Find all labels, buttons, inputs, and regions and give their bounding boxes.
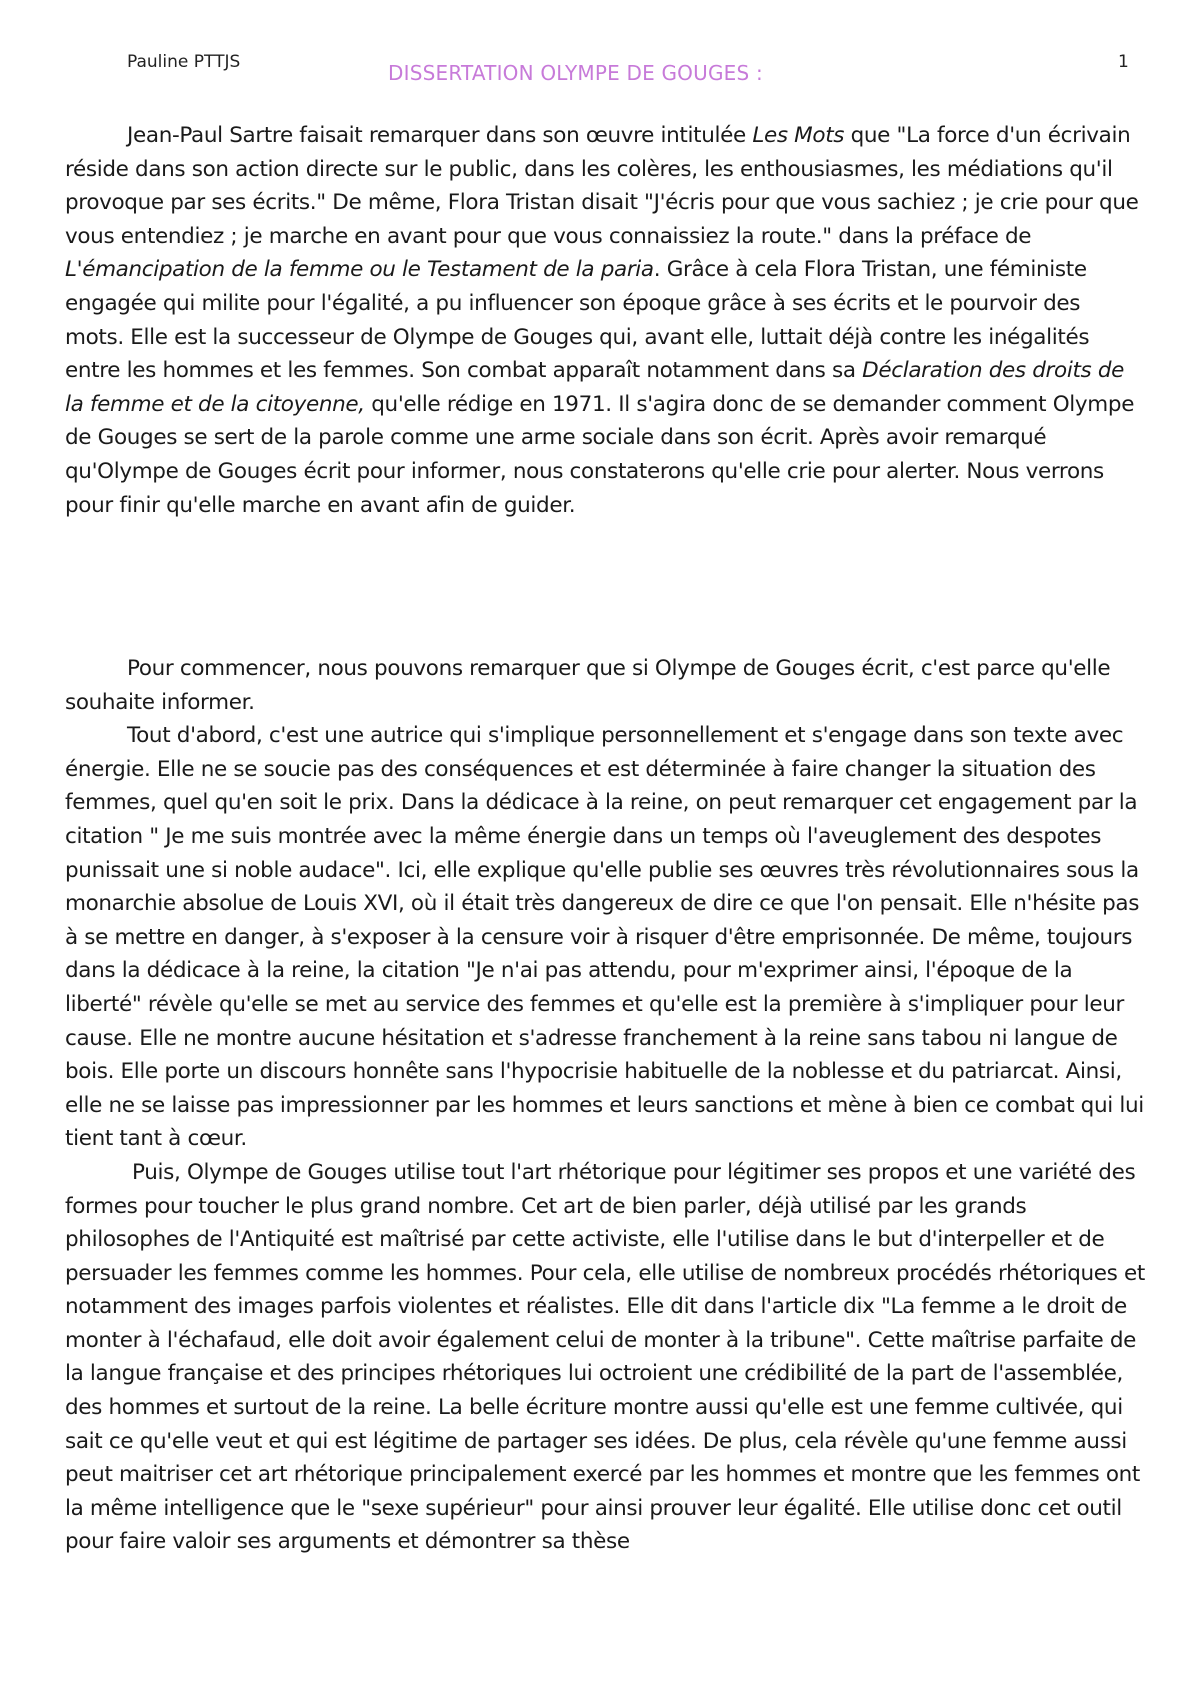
- introduction-paragraph: [65, 119, 1145, 522]
- intro-text-3: . Grâce à cela Flora Tristan, une féministe engagée qui milite pour l'égalité, a pu influencer son époque grâce à ses écrits et le pourvoir des mots. Elle est la successeur de Olympe de Gouges qui, avant elle, luttait déjà contre les inégalités entre les hommes et les femmes. Son combat apparaît notamment dans sa: [65, 257, 1090, 384]
- intro-work-title-declaration: Déclaration des droits de la femme et de la citoyenne,: [65, 358, 1125, 417]
- first-part-section: [65, 652, 1145, 1559]
- rhetoric-paragraph: Puis, Olympe de Gouges utilise tout l'art rhétorique pour légitimer ses propos et une variété des formes pour toucher le plus grand nombre. Cet art de bien parler, déjà utilisé par les grands philosophes de l'Antiquité est maîtrisé par cette activiste, elle l'utilise dans le but d'interpeller et de persuader les femmes comme les hommes. Pour cela, elle utilise de nombreux procédés rhétoriques et notamment des images parfois violentes et réalistes. Elle dit dans l'article dix "La femme a le droit de monter à l'échafaud, elle doit avoir également celui de monter à la tribune". Cette maîtrise parfaite de la langue française et des principes rhétoriques lui octroient une crédibilité de la part de l'assemblée, des hommes et surtout de la reine. La belle écriture montre aussi qu'elle est une femme cultivée, qui sait ce qu'elle veut et qui est légitime de partager ses idées. De plus, cela révèle qu'une femme aussi peut maitriser cet art rhétorique principalement exercé par les hommes et montre que les femmes ont la même intelligence que le "sexe supérieur" pour ainsi prouver leur égalité. Elle utilise donc cet outil pour faire valoir ses arguments et démontrer sa thèse: [65, 1159, 1145, 1555]
- intro-text-2: que "La force d'un écrivain réside dans son action directe sur le public, dans les colères, les enthousiasmes, les médiations qu'il provoque par ses écrits." De même, Flora Tristan disait "J'écris pour que vous sachiez ; je crie pour que vous entendiez ; je marche en avant pour que vous connaissiez la route." dans la préface de: [65, 123, 1139, 249]
- engagement-paragraph: Tout d'abord, c'est une autrice qui s'implique personnellement et s'engage dans son texte avec énergie. Elle ne se soucie pas des conséquences et est déterminée à faire changer la situation des femmes, quel qu'en soit le prix. Dans la dédicace à la reine, on peut remarquer cet engagement par la citation " Je me suis montrée avec la même énergie dans un temps où l'aveuglement des despotes punissait une si noble audace". Ici, elle explique qu'elle publie ses œuvres très révolutionnaires sous la monarchie absolue de Louis XVI, où il était très dangereux de dire ce que l'on pensait. Elle n'hésite pas à se mettre en danger, à s'exposer à la censure voir à risquer d'être emprisonnée. De même, toujours dans la dédicace à la reine, la citation "Je n'ai pas attendu, pour m'exprimer ainsi, l'époque de la liberté" révèle qu'elle se met au service des femmes et qu'elle est la première à s'impliquer pour leur cause. Elle ne montre aucune hésitation et s'adresse franchement à la reine sans tabou ni langue de bois. Elle porte un discours honnête sans l'hypocrisie habituelle de la noblesse et du patriarcat. Ainsi, elle ne se laisse pas impressionner par les hommes et leurs sanctions et mène à bien ce combat qui lui tient tant à cœur.: [65, 723, 1144, 1152]
- page-number: 1: [1118, 52, 1129, 72]
- intro-text-1: Jean-Paul Sartre faisait remarquer dans son œuvre intitulée: [127, 123, 753, 148]
- author-name: Pauline PTTJS: [127, 52, 241, 72]
- part-intro-paragraph: Pour commencer, nous pouvons remarquer que si Olympe de Gouges écrit, c'est parce qu'elle souhaite informer.: [65, 656, 1111, 715]
- introduction-section: [65, 119, 1145, 522]
- intro-text-4: qu'elle rédige en 1971. Il s'agira donc de se demander comment Olympe de Gouges se sert de la parole comme une arme sociale dans son écrit. Après avoir remarqué qu'Olympe de Gouges écrit pour informer, nous constaterons qu'elle crie pour alerter. Nous verrons pour finir qu'elle marche en avant afin de guider.: [65, 391, 1135, 518]
- document-title: DISSERTATION OLYMPE DE GOUGES :: [388, 61, 763, 85]
- intro-work-title-les-mots: Les Mots: [752, 123, 845, 148]
- intro-work-title-emancipation: L'émancipation de la femme ou le Testament de la paria: [65, 257, 654, 283]
